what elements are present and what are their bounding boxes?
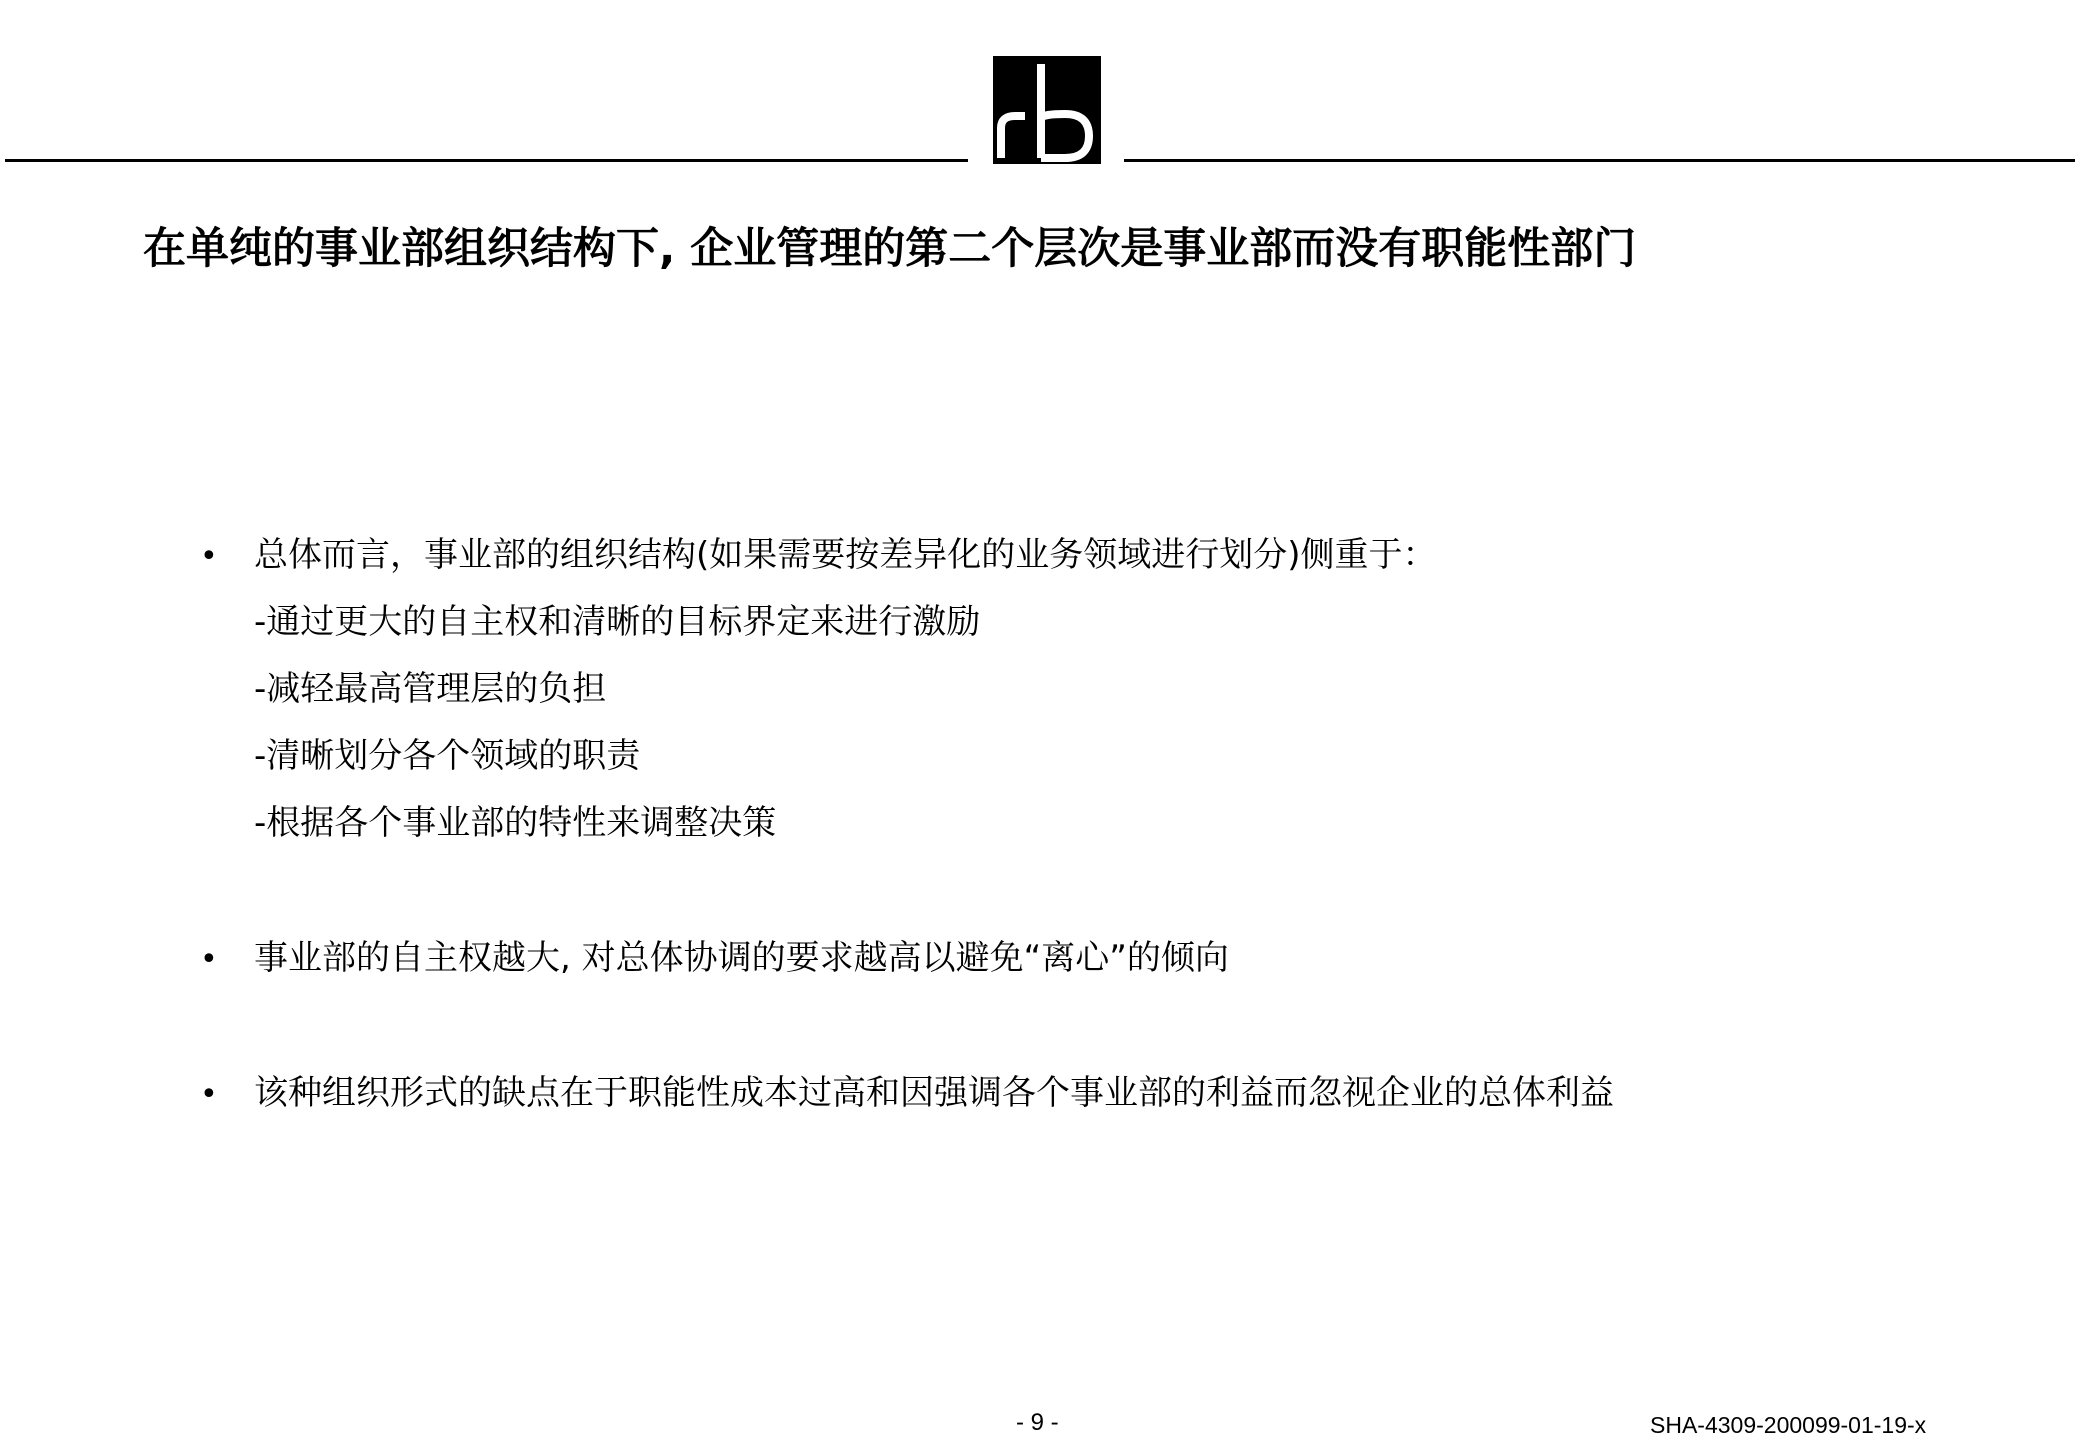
bullet-item-drawbacks [200,1068,1614,1120]
header-rule-left [5,159,968,162]
bullet-marker: • [200,942,218,977]
rb-logo-mark [993,56,1101,164]
slide-title: 在单纯的事业部组织结构下, 企业管理的第二个层次是事业部而没有职能性部门 [143,224,1637,274]
sub-item: -根据各个事业部的特性来调整决策 [254,803,777,843]
header-rule-right [1124,159,2075,162]
sub-item: -清晰划分各个领域的职责 [254,736,641,776]
bullet-text: 该种组织形式的缺点在于职能性成本过高和因强调各个事业部的利益而忽视企业的总体利益 [254,1073,1614,1113]
document-code: SHA-4309-200099-01-19-x [1650,1412,1927,1438]
bullet-marker: • [200,539,218,574]
bullet-item-overview [200,530,1437,582]
sub-item: -通过更大的自主权和清晰的目标界定来进行激励 [254,602,981,642]
page-number: - 9 - [1016,1409,1059,1436]
bullet-text: 事业部的自主权越大, 对总体协调的要求越高以避免“离心”的倾向 [254,938,1229,978]
bullet-item-autonomy [200,933,1229,985]
rb-logo [993,56,1101,164]
bullet-text: 总体而言，事业部的组织结构(如果需要按差异化的业务领域进行划分)侧重于： [254,535,1437,575]
bullet-marker: • [200,1077,218,1112]
sub-item: -减轻最高管理层的负担 [254,669,607,709]
